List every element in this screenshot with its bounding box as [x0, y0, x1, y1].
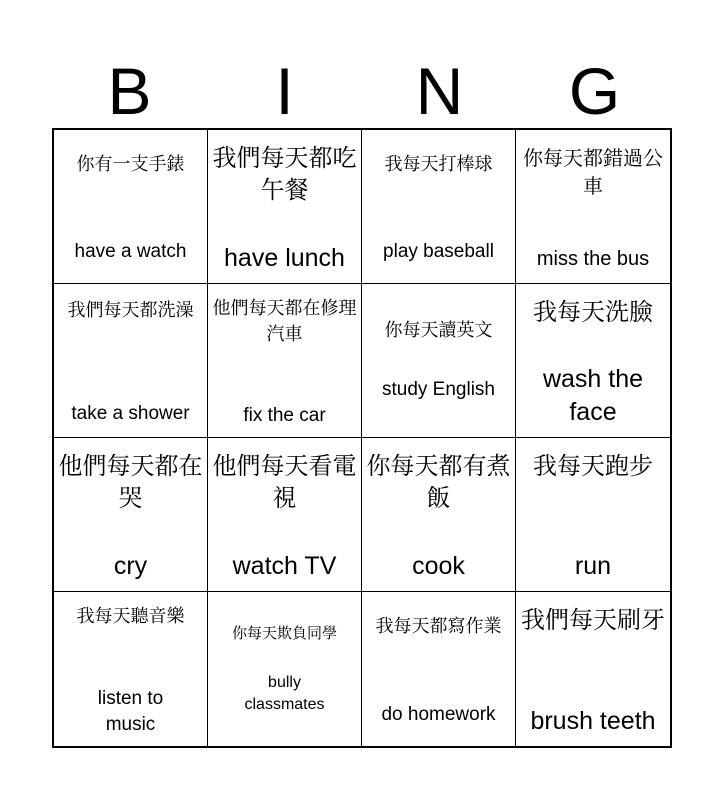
- cell-chinese-text: 我們每天刷牙: [521, 606, 665, 634]
- cell-chinese-text: 你有一支手錶: [76, 154, 185, 175]
- cell-english-text: play baseball: [383, 241, 494, 262]
- bingo-cell[interactable]: [516, 438, 670, 592]
- cell-english-text: run: [574, 552, 612, 580]
- cell-english-text: study English: [381, 379, 495, 400]
- bingo-cell[interactable]: [362, 592, 516, 746]
- cell-chinese-text: 他們每天看電視: [212, 452, 357, 512]
- cell-chinese-text: 他們每天都在哭: [58, 452, 203, 512]
- cell-chinese-text: 我們每天都吃午餐: [212, 144, 357, 204]
- bingo-cell[interactable]: [54, 284, 208, 438]
- bingo-cell[interactable]: [54, 130, 208, 284]
- bingo-cell[interactable]: [208, 438, 362, 592]
- cell-english-text: cook: [412, 552, 465, 580]
- cell-chinese-text: 你每天讀英文: [384, 320, 493, 341]
- bingo-card-grid: [52, 128, 672, 748]
- cell-chinese-text: 你每天都有煮飯: [366, 452, 511, 512]
- bingo-cell[interactable]: [208, 592, 362, 746]
- cell-english-text: do homework: [381, 704, 496, 725]
- cell-english-text: take a shower: [71, 403, 190, 424]
- header-letter-g: G: [568, 54, 621, 128]
- bingo-cell[interactable]: [54, 592, 208, 746]
- cell-english-text: cry: [113, 552, 148, 580]
- cell-chinese-text: 我每天聽音樂: [76, 606, 185, 627]
- cell-english-text: have lunch: [224, 244, 345, 272]
- cell-english-text: bully classmates: [244, 674, 325, 713]
- bingo-header: [52, 55, 672, 127]
- bingo-cell[interactable]: [516, 130, 670, 284]
- bingo-cell[interactable]: [208, 284, 362, 438]
- cell-chinese-text: 我每天打棒球: [384, 154, 493, 175]
- header-letter-i: I: [275, 54, 294, 128]
- bingo-cell[interactable]: [362, 438, 516, 592]
- bingo-cell[interactable]: [54, 438, 208, 592]
- cell-english-text: miss the bus: [536, 248, 650, 270]
- cell-chinese-text: 你每天都錯過公車: [523, 146, 663, 198]
- cell-english-text: listen to music: [97, 688, 164, 735]
- bingo-cell[interactable]: [362, 284, 516, 438]
- cell-chinese-text: 你每天欺負同學: [231, 624, 337, 642]
- cell-chinese-text: 我每天都寫作業: [375, 616, 502, 637]
- cell-chinese-text: 我們每天都洗澡: [67, 300, 194, 321]
- header-letter-b: B: [107, 54, 152, 128]
- cell-chinese-text: 我每天跑步: [533, 452, 653, 480]
- cell-english-text: brush teeth: [530, 707, 656, 735]
- bingo-cell[interactable]: [208, 130, 362, 284]
- cell-english-text: fix the car: [243, 405, 326, 426]
- bingo-cell[interactable]: [516, 284, 670, 438]
- cell-english-text: wash the face: [542, 365, 644, 426]
- cell-chinese-text: 他們每天都在修理汽車: [212, 298, 357, 345]
- bingo-cell[interactable]: [362, 130, 516, 284]
- bingo-cell[interactable]: [516, 592, 670, 746]
- cell-chinese-text: 我每天洗臉: [533, 298, 653, 326]
- cell-english-text: watch TV: [232, 552, 337, 580]
- header-letter-n: N: [415, 54, 464, 128]
- cell-english-text: have a watch: [74, 241, 187, 262]
